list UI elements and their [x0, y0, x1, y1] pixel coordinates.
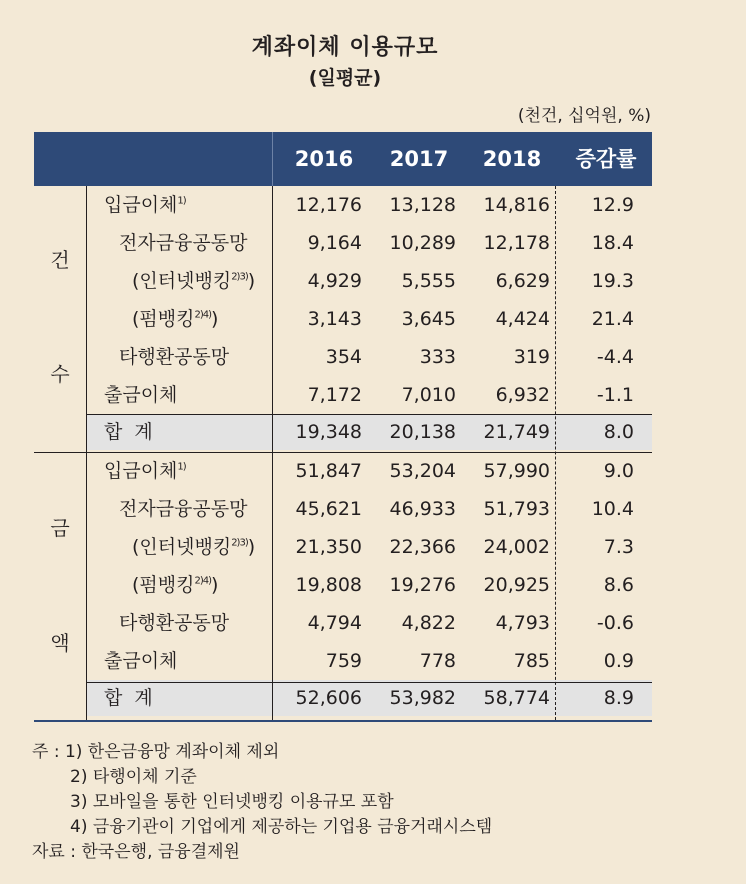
value-change: 12.9 [591, 194, 634, 216]
value-2018: 58,774 [483, 687, 550, 709]
footnotes [32, 740, 492, 865]
count-total-top-rule [86, 414, 652, 415]
value-2018: 51,793 [483, 498, 550, 520]
table-row [34, 490, 652, 528]
row-label [119, 224, 247, 262]
value-change: 7.3 [603, 536, 634, 558]
row-label-text: 입금이체 [104, 194, 178, 216]
row-label-text: (펌뱅킹 [132, 574, 195, 596]
footnote-marker: 2)3) [231, 537, 248, 549]
label-divider [272, 186, 273, 720]
value-change: -1.1 [596, 384, 634, 406]
group-label-count-2: 수 [50, 362, 70, 386]
value-change: 21.4 [591, 308, 634, 330]
row-label-text: 타행환공동망 [119, 612, 230, 634]
unit-label: (천건, 십억원, %) [517, 106, 651, 126]
value-2017: 20,138 [389, 421, 456, 443]
table-row [34, 452, 652, 490]
total-label: 합 계 [104, 421, 153, 443]
footnote-4: 4) 금융기관이 기업에게 제공하는 기업용 금융거래시스템 [70, 817, 493, 837]
row-label [132, 300, 218, 338]
row-label-text: 전자금융공동망 [119, 498, 248, 520]
value-2018: 319 [513, 346, 550, 368]
transfer-table [34, 132, 652, 720]
value-2016: 21,350 [295, 536, 362, 558]
value-change: 0.9 [603, 650, 634, 672]
group-divider [86, 186, 87, 720]
value-2018: 4,793 [495, 612, 550, 634]
row-label [119, 338, 229, 376]
header-2016: 2016 [294, 147, 354, 171]
value-change: 10.4 [591, 498, 634, 520]
value-2016: 9,164 [307, 232, 362, 254]
group-label-count-1: 건 [50, 248, 70, 272]
value-2017: 778 [419, 650, 456, 672]
header-2018: 2018 [482, 147, 542, 171]
row-label-text: 전자금융공동망 [119, 232, 248, 254]
table-row [34, 300, 652, 338]
value-2017: 53,204 [389, 460, 456, 482]
row-label-text: 출금이체 [104, 650, 178, 672]
footnote-marker: 2)4) [194, 309, 212, 321]
amount-total-top-rule [86, 682, 652, 683]
table-row [34, 604, 652, 642]
row-label [104, 186, 186, 224]
section-divider [34, 452, 652, 453]
row-label [132, 262, 255, 300]
value-2018: 57,990 [483, 460, 550, 482]
value-2018: 6,932 [495, 384, 550, 406]
value-2017: 7,010 [401, 384, 456, 406]
footnote-marker: 1) [177, 461, 186, 473]
table-row [34, 224, 652, 262]
row-label [104, 376, 177, 414]
value-2017: 53,982 [389, 687, 456, 709]
source-note: 자료 : 한국은행, 금융결제원 [32, 842, 240, 862]
row-label-text: (펌뱅킹 [132, 308, 195, 330]
row-label-text: (인터넷뱅킹 [132, 536, 232, 558]
total-row [86, 680, 652, 716]
value-2016: 7,172 [307, 384, 362, 406]
value-2016: 45,621 [295, 498, 362, 520]
group-label-amount-1: 금 [50, 516, 70, 540]
value-2018: 785 [513, 650, 550, 672]
value-2017: 19,276 [389, 574, 456, 596]
value-change: -0.6 [596, 612, 634, 634]
header-blank [34, 132, 272, 186]
row-label [132, 528, 255, 566]
row-label-text: 타행환공동망 [119, 346, 230, 368]
value-2016: 52,606 [295, 687, 362, 709]
table-row [34, 642, 652, 680]
value-2018: 14,816 [483, 194, 550, 216]
value-2018: 4,424 [495, 308, 550, 330]
row-label-suffix: ) [211, 574, 219, 596]
value-change: -4.4 [596, 346, 634, 368]
table-row [34, 186, 652, 224]
table-subtitle: (일평균) [308, 67, 382, 89]
footnote-marker: 2)4) [194, 575, 212, 587]
group-label-amount-2: 액 [50, 631, 70, 655]
table-bottom-rule [34, 720, 652, 722]
table-row [34, 262, 652, 300]
value-2017: 4,822 [401, 612, 456, 634]
row-label-suffix: ) [247, 270, 256, 292]
row-label-suffix: ) [247, 536, 256, 558]
footnote-1: 주 : 1) 한은금융망 계좌이체 제외 [32, 742, 280, 762]
table-row [34, 338, 652, 376]
footnote-marker: 1) [177, 195, 186, 207]
header-divider [272, 132, 273, 186]
row-label-text: 출금이체 [104, 384, 178, 406]
footnote-3: 3) 모바일을 통한 인터넷뱅킹 이용규모 포함 [70, 792, 394, 812]
value-2016: 51,847 [295, 460, 362, 482]
header-change: 증감률 [575, 147, 637, 171]
amount-section [34, 452, 652, 720]
value-2016: 19,348 [295, 421, 362, 443]
value-2018: 12,178 [483, 232, 550, 254]
value-2016: 3,143 [307, 308, 362, 330]
row-label [104, 642, 177, 680]
row-label [132, 566, 218, 604]
value-change: 8.6 [603, 574, 634, 596]
row-label-text: 입금이체 [104, 460, 178, 482]
row-label-text: (인터넷뱅킹 [132, 270, 232, 292]
table-row [34, 528, 652, 566]
header-2017: 2017 [389, 147, 449, 171]
value-change: 9.0 [603, 460, 634, 482]
value-change: 19.3 [591, 270, 634, 292]
value-2018: 21,749 [483, 421, 550, 443]
value-change: 18.4 [591, 232, 634, 254]
value-2016: 4,929 [307, 270, 362, 292]
value-2018: 20,925 [483, 574, 550, 596]
value-2016: 12,176 [295, 194, 362, 216]
value-2016: 19,808 [295, 574, 362, 596]
footnote-2: 2) 타행이체 기준 [70, 767, 197, 787]
total-row [86, 414, 652, 450]
table-title: 계좌이체 이용규모 [251, 35, 439, 60]
row-label [104, 452, 186, 490]
value-2017: 5,555 [401, 270, 456, 292]
row-label [119, 604, 229, 642]
row-label [119, 490, 247, 528]
table-header [34, 132, 652, 186]
row-label-suffix: ) [211, 308, 219, 330]
footnote-marker: 2)3) [231, 271, 248, 283]
value-2017: 10,289 [389, 232, 456, 254]
count-section [34, 186, 652, 452]
value-change: 8.9 [603, 687, 634, 709]
value-2016: 759 [325, 650, 362, 672]
value-2017: 46,933 [389, 498, 456, 520]
value-2018: 6,629 [495, 270, 550, 292]
total-label: 합 계 [104, 687, 153, 709]
value-2017: 333 [419, 346, 456, 368]
value-change: 8.0 [603, 421, 634, 443]
value-2018: 24,002 [483, 536, 550, 558]
change-divider [555, 186, 556, 720]
value-2017: 3,645 [401, 308, 456, 330]
value-2016: 4,794 [307, 612, 362, 634]
table-row [34, 376, 652, 414]
value-2017: 22,366 [389, 536, 456, 558]
table-row [34, 566, 652, 604]
value-2016: 354 [325, 346, 362, 368]
value-2017: 13,128 [389, 194, 456, 216]
